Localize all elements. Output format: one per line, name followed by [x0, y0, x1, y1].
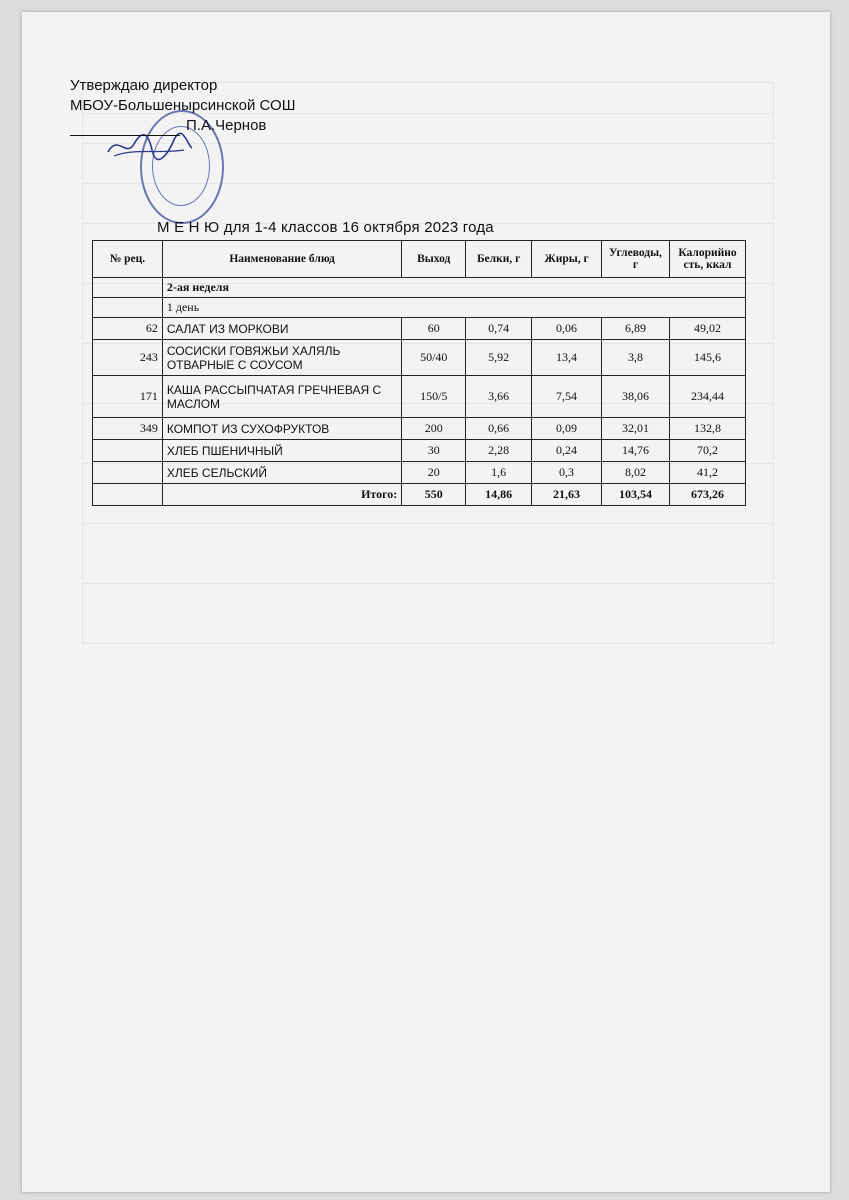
week-label: 2-ая неделя [162, 278, 745, 298]
table-header-row [93, 241, 746, 278]
signature-line [70, 135, 180, 136]
school-line: МБОУ-Большенырсинской СОШ [70, 97, 296, 114]
approval-block [70, 76, 295, 136]
table-row: 171 КАША РАССЫПЧАТАЯ ГРЕЧНЕВАЯ С МАСЛОМ 150/5 3,66 7,54 38,06 234,44 [93, 376, 746, 418]
week-row [93, 278, 746, 298]
col-dish: Наименование блюд [162, 241, 401, 278]
col-output: Выход [402, 241, 466, 278]
table-row: 349 КОМПОТ ИЗ СУХОФРУКТОВ 200 0,66 0,09 32,01 132,8 [93, 418, 746, 440]
menu-title: М Е Н Ю для 1-4 классов 16 октября 2023 года [157, 219, 494, 236]
col-kcal: Калорийно сть, ккал [669, 241, 745, 278]
signer-name: П.А.Чернов [186, 117, 267, 134]
menu-table [92, 240, 746, 506]
table-row: ХЛЕБ ПШЕНИЧНЫЙ 30 2,28 0,24 14,76 70,2 [93, 440, 746, 462]
table-row: 243 СОСИСКИ ГОВЯЖЬИ ХАЛЯЛЬ ОТВАРНЫЕ С СОУСОМ 50/40 5,92 13,4 3,8 145,6 [93, 340, 746, 376]
total-row: Итого: 550 14,86 21,63 103,54 673,26 [93, 484, 746, 506]
col-recipe: № рец. [93, 241, 163, 278]
total-label: Итого: [162, 484, 401, 506]
table-row: 62 САЛАТ ИЗ МОРКОВИ 60 0,74 0,06 6,89 49,02 [93, 318, 746, 340]
day-row [93, 298, 746, 318]
table-row: ХЛЕБ СЕЛЬСКИЙ 20 1,6 0,3 8,02 41,2 [93, 462, 746, 484]
approve-line: Утверждаю директор [70, 77, 218, 94]
col-carbs: Углеводы, г [602, 241, 670, 278]
day-label: 1 день [162, 298, 745, 318]
col-protein: Белки, г [466, 241, 532, 278]
col-fat: Жиры, г [532, 241, 602, 278]
